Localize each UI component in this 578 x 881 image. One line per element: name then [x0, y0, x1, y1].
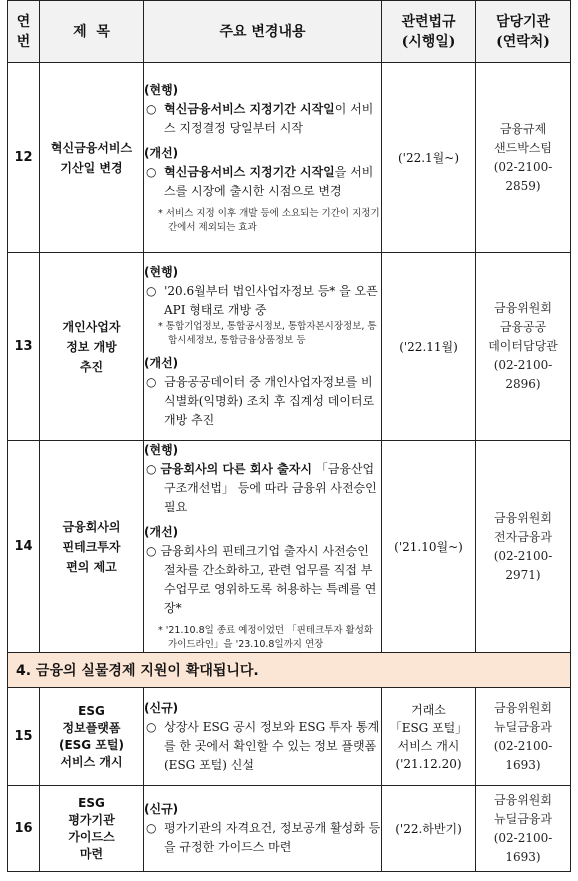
row-title: 금융회사의 핀테크투자 편의 제고: [40, 441, 144, 653]
row-content: [144, 688, 382, 786]
row-title: ESG 정보플랫폼 (ESG 포털) 서비스 개시: [40, 688, 144, 786]
block-head: (신규): [144, 802, 179, 816]
content-item: ○ 금융회사의 다른 회사 출자시 「금융산업구조개선법」 등에 따라 금융위 사전승인 필요: [146, 462, 377, 514]
header-content: 주요 변경내용: [144, 1, 382, 63]
row-number: 16: [8, 786, 40, 872]
content-item: ○ 혁신금융서비스 지정기간 시작일을 서비스를 시장에 출시한 시점으로 변경: [146, 164, 374, 198]
row-title: ESG 평가기관 가이드스 마련: [40, 786, 144, 872]
block-head: (신규): [144, 700, 179, 715]
row-content: [144, 63, 382, 253]
row-law: ('21.10월~): [382, 441, 476, 653]
row-number: 14: [8, 441, 40, 653]
table-header-row: [8, 1, 571, 63]
row-org: 금융위원회 뉴딜금융과 (02-2100- 1693): [476, 786, 571, 872]
block-head: (개선): [144, 356, 179, 370]
row-org: 금융위원회 금융공공 데이터담당관 (02-2100- 2896): [476, 253, 571, 441]
row-org: 금융위원회 전자금융과 (02-2100- 2971): [476, 441, 571, 653]
row-org: 금융규제 샌드박스팀 (02-2100- 2859): [476, 63, 571, 253]
section-heading: 4. 금융의 실물경제 지원이 확대됩니다.: [8, 653, 571, 688]
header-law: 관련법규 (시행일): [382, 1, 476, 63]
block-head: (개선): [144, 525, 179, 539]
header-title: 제 목: [40, 1, 144, 63]
row-number: 12: [8, 63, 40, 253]
content-item: ○ 금융공공데이터 중 개인사업자정보를 비식별화(익명화) 조치 후 집계성 데이터로 개방 추진: [146, 375, 375, 427]
row-number: 13: [8, 253, 40, 441]
footnote: * 통합기업정보, 통합공시정보, 통합자본시장정보, 통합시세정보, 통합금융상품정보 등: [158, 321, 377, 346]
table-row: [8, 441, 571, 653]
row-law: 거래소 「ESG 포털」 서비스 개시 ('21.12.20): [382, 688, 476, 786]
header-no: 연 번: [8, 1, 40, 63]
block-head: (현행): [144, 265, 179, 279]
content-item: ○ 금융회사의 핀테크기업 출자시 사전승인 절차를 간소화하고, 관련 업무를 직접 부수업무로 영위하도록 허용하는 특례를 연장*: [146, 544, 377, 615]
block-head: (개선): [144, 145, 179, 160]
row-law: ('22.1월~): [382, 63, 476, 253]
content-item: ○ 혁신금융서비스 지정기간 시작일이 서비스 지정결정 당일부터 시작: [146, 101, 374, 135]
content-item: ○ 상장사 ESG 공시 정보와 ESG 투자 통계를 한 곳에서 확인할 수 있는 정보 플랫폼(ESG 포털) 신설: [146, 719, 380, 772]
section-row: [8, 653, 571, 688]
header-org: 담당기관 (연락처): [476, 1, 571, 63]
table-row: [8, 253, 571, 441]
policy-change-table: [7, 0, 571, 872]
row-content: [144, 253, 382, 441]
table-row: [8, 786, 571, 872]
content-item: ○ 평가기관의 자격요건, 정보공개 활성화 등을 규정한 가이드스 마련: [146, 821, 381, 854]
row-title: 개인사업자 정보 개방 추진: [40, 253, 144, 441]
row-law: ('22.하반기): [382, 786, 476, 872]
content-item: ○ '20.6월부터 법인사업자정보 등* 을 오픈API 형태로 개방 중: [146, 284, 378, 317]
table-row: [8, 688, 571, 786]
footnote: * '21.10.8일 종료 예정이었던 「핀테크투자 활성화 가이드라인」을 '23.10.8일까지 연장: [158, 625, 374, 650]
row-law: ('22.11월): [382, 253, 476, 441]
table-row: [8, 63, 571, 253]
row-content: [144, 441, 382, 653]
row-org: 금융위원회 뉴딜금융과 (02-2100- 1693): [476, 688, 571, 786]
block-head: (현행): [144, 82, 179, 97]
row-number: 15: [8, 688, 40, 786]
footnote: * 서비스 지정 이후 개발 등에 소요되는 기간이 지정기간에서 제외되는 효과: [158, 207, 380, 233]
row-content: [144, 786, 382, 872]
block-head: (현행): [144, 443, 179, 457]
row-title: 혁신금융서비스 기산일 변경: [40, 63, 144, 253]
